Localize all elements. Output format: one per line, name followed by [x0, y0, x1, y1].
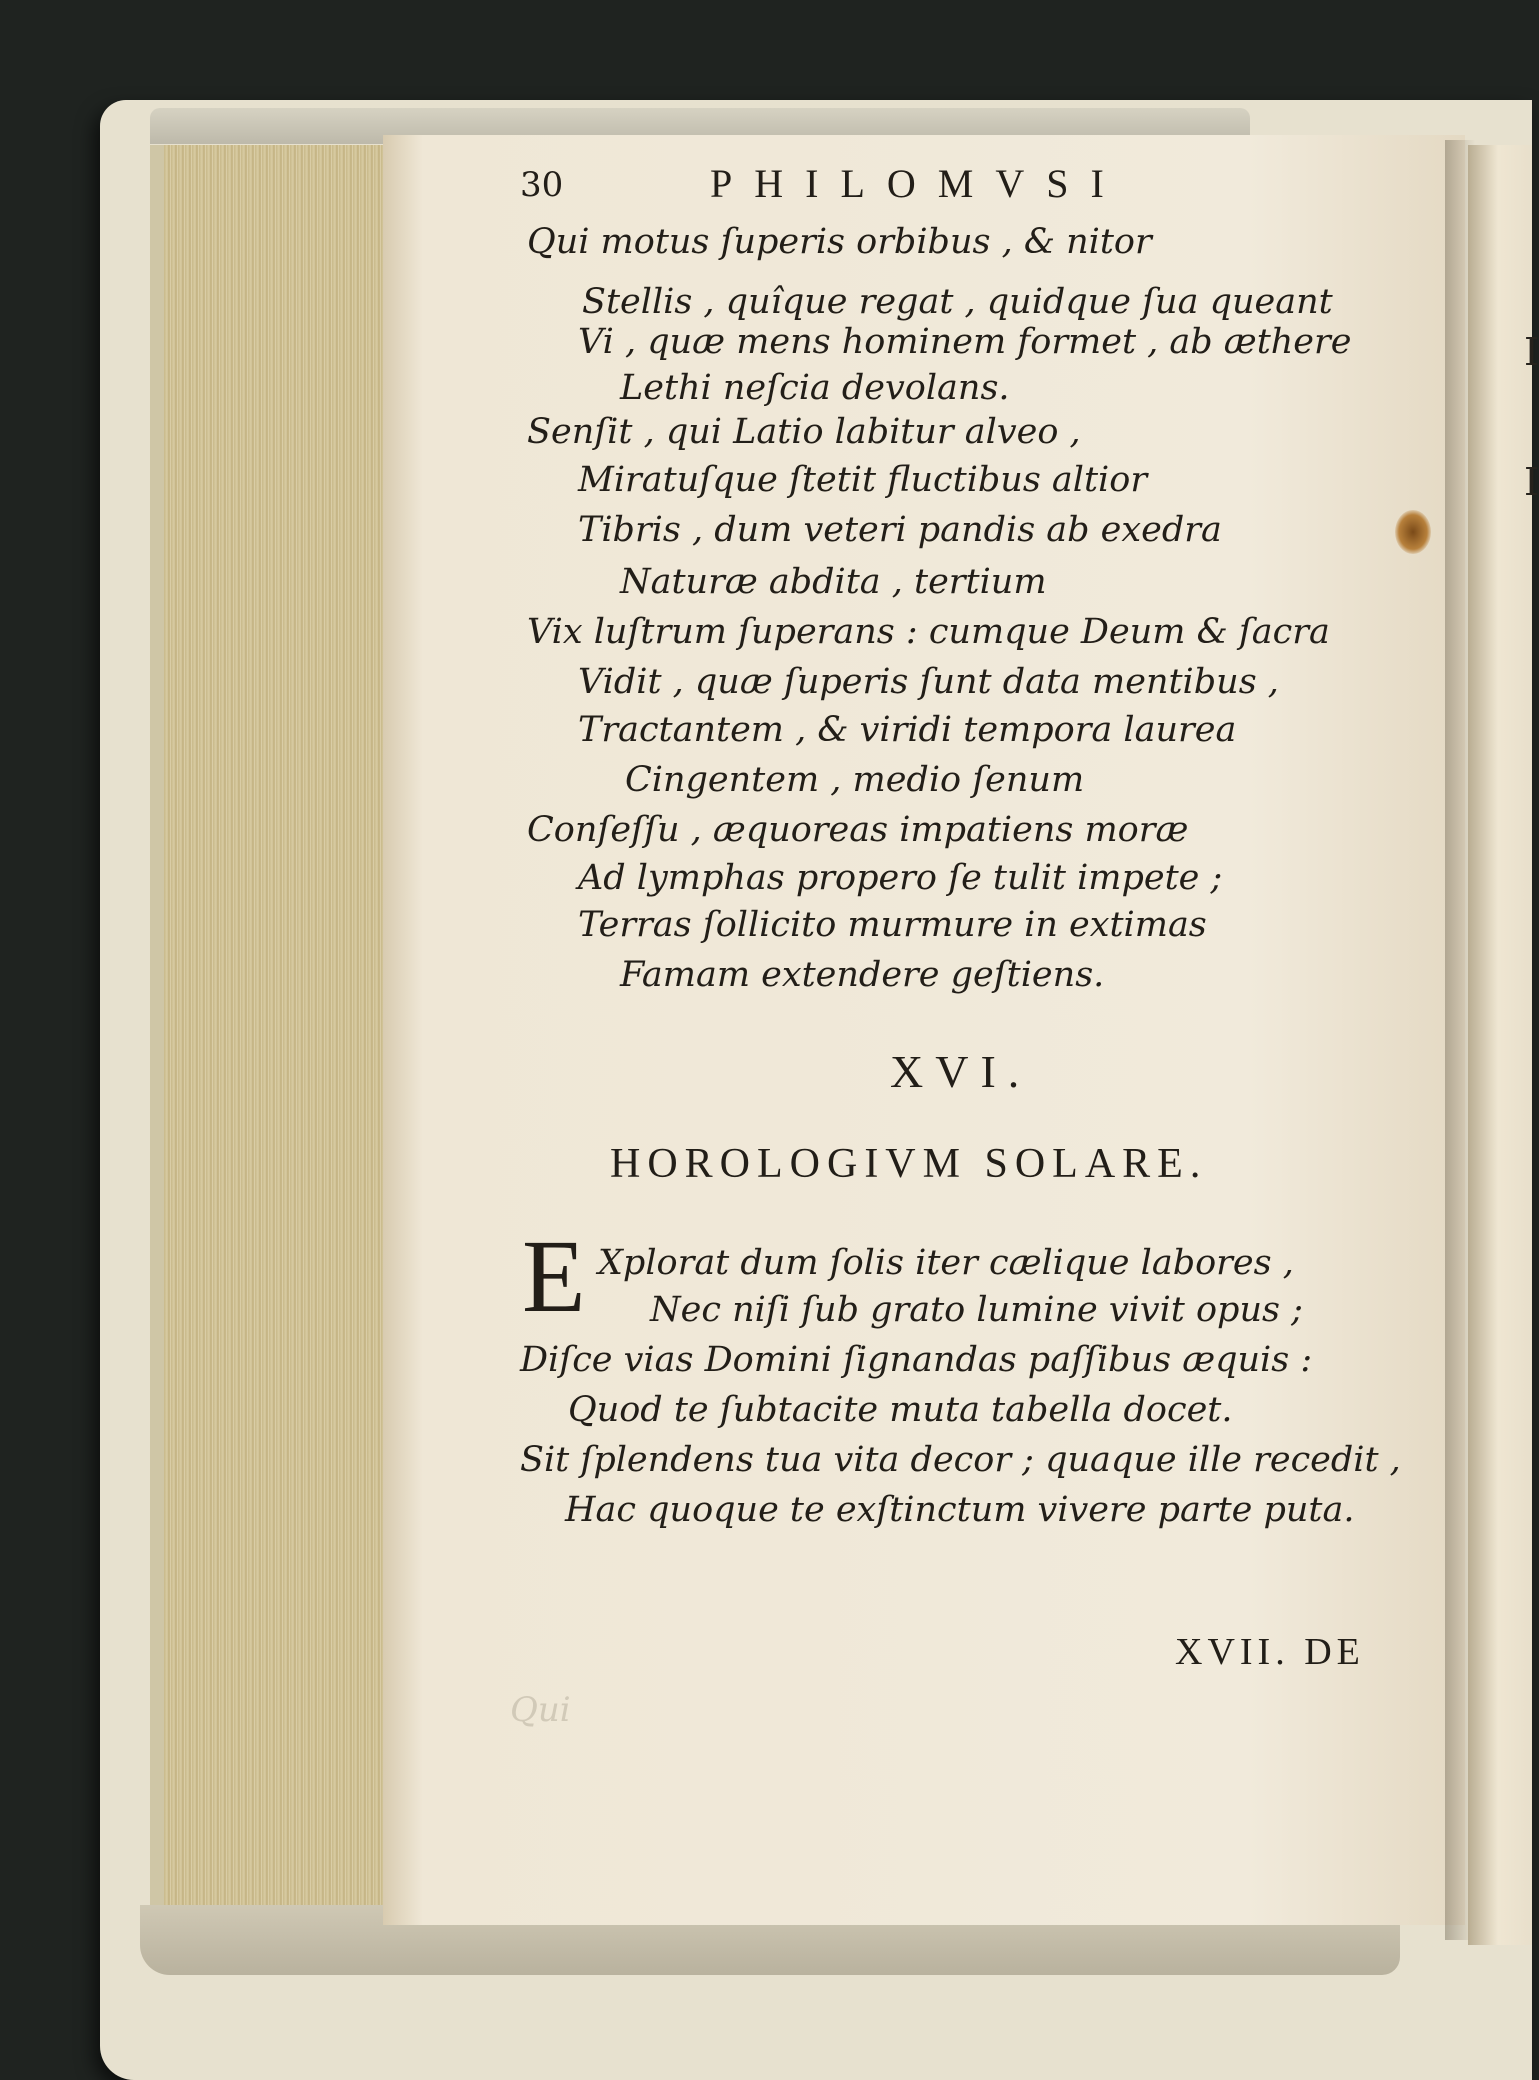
poem-line: Famam extendere geſtiens. [620, 955, 1105, 995]
poem-line: Vix luſtrum ſuperans : cumque Deum & ſacra [527, 612, 1330, 652]
running-head: PHILOMVSI [710, 161, 1126, 206]
poem-line: Vidit , quæ ſuperis ſunt data mentibus , [578, 662, 1279, 702]
right-page-edge [1468, 145, 1539, 1945]
epigram-line: Diſce vias Domini ſignandas paſſibus æquis : [520, 1340, 1313, 1380]
section-title: HOROLOGIVM SOLARE. [610, 1141, 1208, 1187]
poem-line: Vi , quæ mens hominem formet , ab æthere [578, 322, 1352, 362]
epigram-line: Nec niſi ſub grato lumine vivit opus ; [650, 1290, 1303, 1330]
poem-line: Stellis , quîque regat , quidque ſua queant [582, 282, 1333, 322]
page-number: 30 [520, 165, 564, 205]
epigram-line: Sit ſplendens tua vita decor ; quaque ille recedit , [520, 1440, 1401, 1480]
drop-initial: E [522, 1219, 586, 1334]
section-number: XVI. [890, 1046, 1032, 1097]
poem-line: Terras ſollicito murmure in extimas [578, 905, 1207, 945]
poem-line: Qui motus ſuperis orbibus , & nitor [527, 222, 1152, 262]
poem-line: Ad lymphas propero ſe tulit impete ; [578, 858, 1223, 898]
poem-line: Naturæ abdita , tertium [620, 562, 1047, 602]
epigram-line: Hac quoque te exſtinctum vivere parte puta. [565, 1490, 1355, 1530]
facing-fragment: I [1524, 460, 1539, 504]
epigram-line: Quod te ſubtacite muta tabella docet. [568, 1390, 1233, 1430]
poem-line: Miratuſque ſtetit fluctibus altior [578, 460, 1148, 500]
poem-line: Cingentem , medio ſenum [625, 760, 1085, 800]
foxing-stain [1395, 510, 1431, 554]
poem-line: Conſeſſu , æquoreas impatiens moræ [527, 810, 1189, 850]
catchword: XVII. DE [1175, 1631, 1365, 1673]
poem-line: Senſit , qui Latio labitur alveo , [527, 412, 1081, 452]
poem-line: Lethi neſcia devolans. [620, 368, 1010, 408]
show-through-text: Qui [510, 1690, 571, 1730]
poem-line: Tractantem , & viridi tempora laurea [578, 710, 1237, 750]
poem-line: Tibris , dum veteri pandis ab exedra [578, 510, 1222, 550]
page-edges [150, 145, 399, 1915]
facing-fragment: I [1524, 330, 1539, 374]
epigram-line: Xplorat dum ſolis iter cælique labores , [598, 1243, 1294, 1283]
